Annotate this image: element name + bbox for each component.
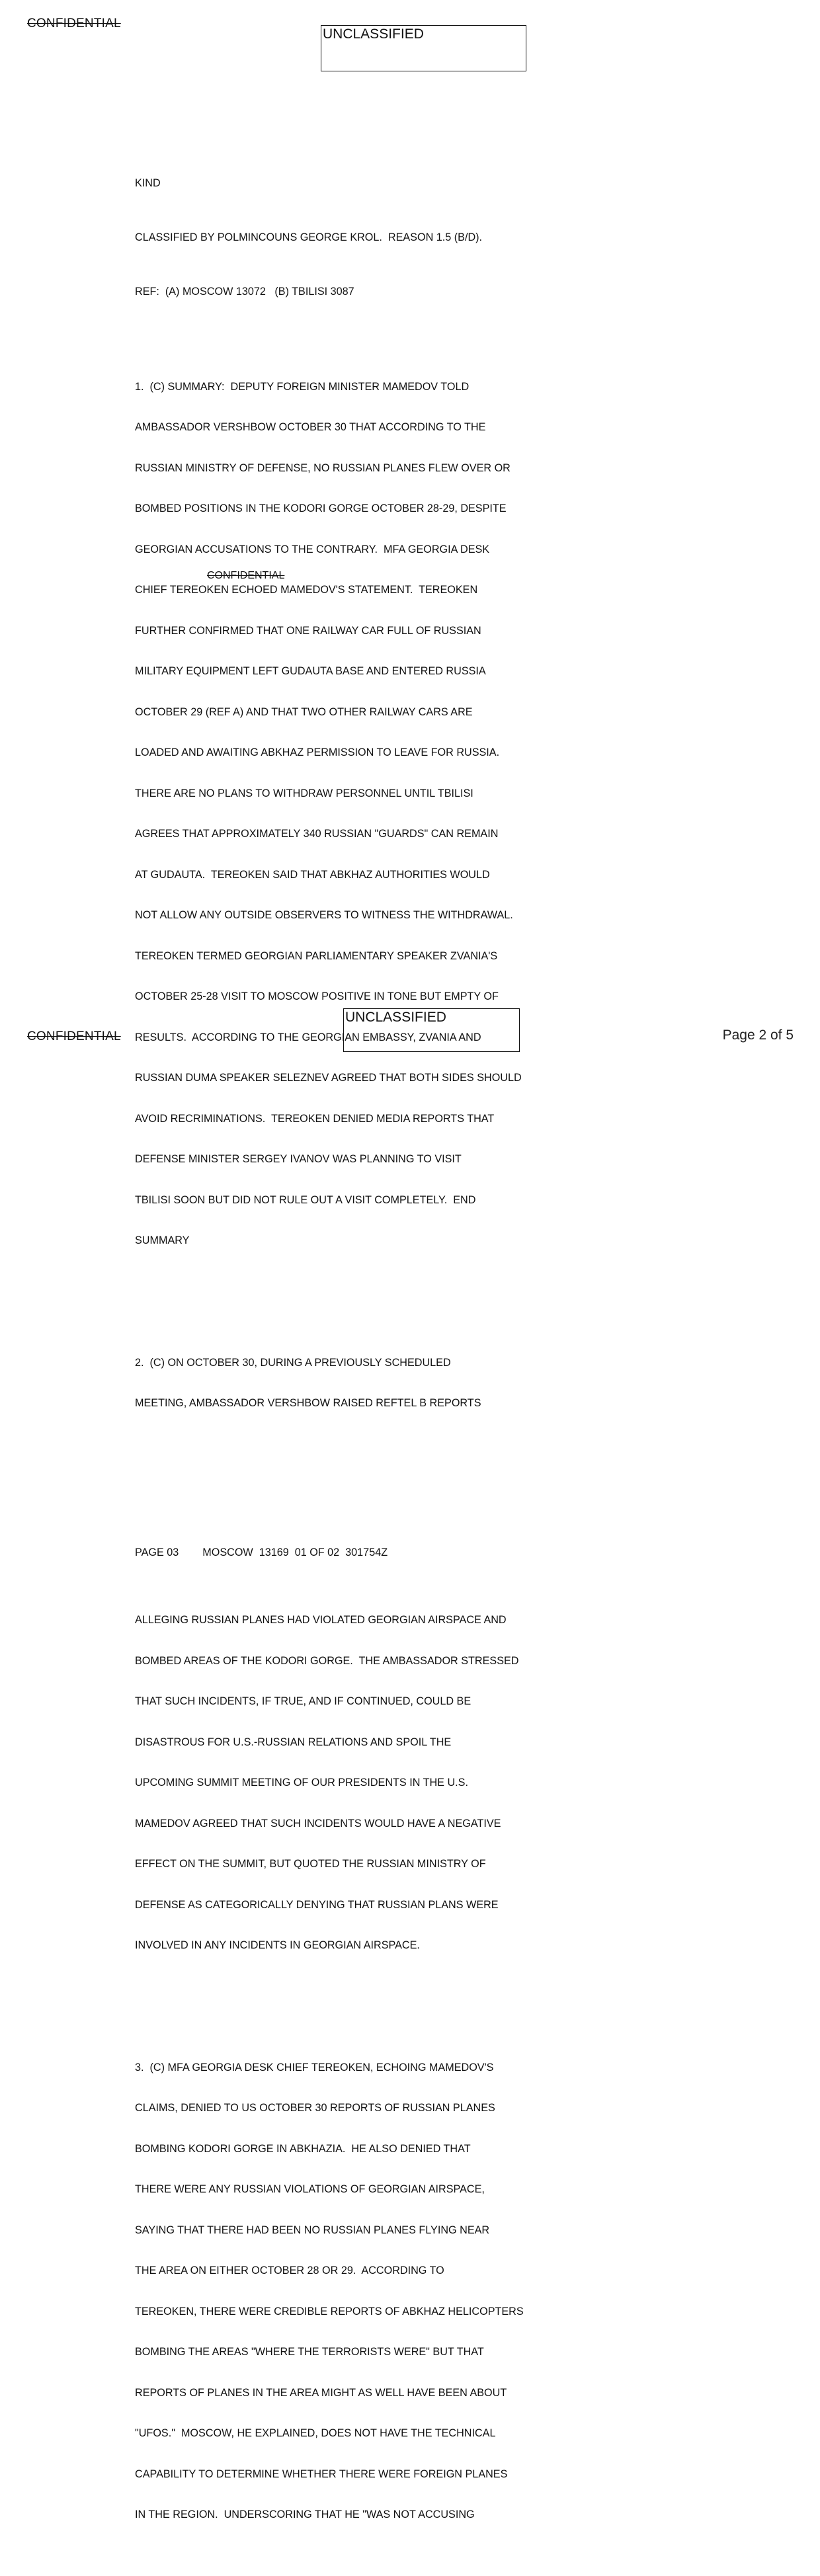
paragraph-3-line: SAYING THAT THERE HAD BEEN NO RUSSIAN PLANES FLYING NEAR bbox=[135, 2224, 490, 2236]
paragraph-1-line: SUMMARY bbox=[135, 1234, 190, 1246]
paragraph-2-line: THAT SUCH INCIDENTS, IF TRUE, AND IF CONTINUED, COULD BE bbox=[135, 1695, 472, 1707]
classification-box-top: UNCLASSIFIED bbox=[321, 25, 526, 71]
paragraph-1-line: MILITARY EQUIPMENT LEFT GUDAUTA BASE AND ENTERED RUSSIA bbox=[135, 665, 486, 677]
paragraph-2-line: ALLEGING RUSSIAN PLANES HAD VIOLATED GEORGIAN AIRSPACE AND bbox=[135, 1614, 507, 1626]
paragraph-3-line: THE AREA ON EITHER OCTOBER 28 OR 29. ACCORDING TO bbox=[135, 2265, 444, 2276]
classified-by-line: CLASSIFIED BY POLMINCOUNS GEORGE KROL. REASON 1.5 (B/D). bbox=[135, 231, 483, 243]
confidential-struck-top: CONFIDENTIAL bbox=[27, 17, 121, 30]
paragraph-1-line: RUSSIAN MINISTRY OF DEFENSE, NO RUSSIAN PLANES FLEW OVER OR bbox=[135, 462, 511, 474]
paragraph-1-line: TEREOKEN TERMED GEORGIAN PARLIAMENTARY SPEAKER ZVANIA'S bbox=[135, 949, 498, 962]
paragraph-3-line: BOMBING KODORI GORGE IN ABKHAZIA. HE ALSO DENIED THAT bbox=[135, 2142, 471, 2155]
classification-box-bottom: UNCLASSIFIED bbox=[343, 1008, 520, 1052]
paragraph-1-line: AVOID RECRIMINATIONS. TEREOKEN DENIED MEDIA REPORTS THAT bbox=[135, 1112, 495, 1125]
paragraph-1-line: TBILISI SOON BUT DID NOT RULE OUT A VISIT COMPLETELY. END bbox=[135, 1193, 476, 1206]
paragraph-1-line: AT GUDAUTA. TEREOKEN SAID THAT ABKHAZ AUTHORITIES WOULD bbox=[135, 868, 490, 881]
paragraph-3-line: CAPABILITY TO DETERMINE WHETHER THERE WERE FOREIGN PLANES bbox=[135, 2468, 508, 2480]
paragraph-2 bbox=[135, 1329, 611, 1437]
paragraph-3-line: "UFOS." MOSCOW, HE EXPLAINED, DOES NOT HAVE THE TECHNICAL bbox=[135, 2427, 496, 2439]
confidential-struck-bottom: CONFIDENTIAL bbox=[27, 1029, 121, 1043]
paragraph-2-line: EFFECT ON THE SUMMIT, BUT QUOTED THE RUSSIAN MINISTRY OF bbox=[135, 1858, 486, 1870]
paragraph-1-number: 1. (C) bbox=[135, 380, 165, 393]
paragraph-2-line: UPCOMING SUMMIT MEETING OF OUR PRESIDENTS IN THE U.S. bbox=[135, 1777, 468, 1789]
paragraph-1-line: BOMBED POSITIONS IN THE KODORI GORGE OCTOBER 28-29, DESPITE bbox=[135, 503, 507, 514]
paragraph-3 bbox=[135, 2034, 611, 2549]
paragraph-1-line: LOADED AND AWAITING ABKHAZ PERMISSION TO LEAVE FOR RUSSIA. bbox=[135, 746, 500, 758]
paragraph-3-line: TEREOKEN, THERE WERE CREDIBLE REPORTS OF ABKHAZ HELICOPTERS bbox=[135, 2305, 524, 2317]
page-break-gap bbox=[135, 1478, 611, 1505]
paragraph-2-number: 2. (C) bbox=[135, 1356, 165, 1369]
paragraph-1-line: NOT ALLOW ANY OUTSIDE OBSERVERS TO WITNESS THE WITHDRAWAL. bbox=[135, 909, 513, 921]
page-header-line: PAGE 03 MOSCOW 13169 01 OF 02 301754Z bbox=[135, 1546, 388, 1558]
paragraph-1-line: 1. (C) SUMMARY: DEPUTY FOREIGN MINISTER MAMEDOV TOLD bbox=[135, 380, 470, 393]
ref-line: REF: (A) MOSCOW 13072 (B) TBILISI 3087 bbox=[135, 286, 354, 298]
paragraph-3-line: IN THE REGION. UNDERSCORING THAT HE "WAS NOT ACCUSING bbox=[135, 2509, 475, 2520]
paragraph-1-line: FURTHER CONFIRMED THAT ONE RAILWAY CAR FULL OF RUSSIAN bbox=[135, 624, 481, 637]
paragraph-2-line: MEETING, AMBASSADOR VERSHBOW RAISED REFTEL B REPORTS bbox=[135, 1397, 481, 1409]
paragraph-2-line: BOMBED AREAS OF THE KODORI GORGE. THE AMBASSADOR STRESSED bbox=[135, 1654, 519, 1667]
paragraph-1-line: RUSSIAN DUMA SPEAKER SELEZNEV AGREED THAT BOTH SIDES SHOULD bbox=[135, 1072, 522, 1084]
paragraph-2-line: 2. (C) ON OCTOBER 30, DURING A PREVIOUSLY SCHEDULED bbox=[135, 1356, 451, 1369]
paragraph-3-line: THERE WERE ANY RUSSIAN VIOLATIONS OF GEORGIAN AIRSPACE, bbox=[135, 2183, 485, 2195]
paragraph-3-line: BOMBING THE AREAS "WHERE THE TERRORISTS WERE" BUT THAT bbox=[135, 2346, 484, 2358]
paragraph-3-line: REPORTS OF PLANES IN THE AREA MIGHT AS WELL HAVE BEEN ABOUT bbox=[135, 2386, 507, 2399]
paragraph-1-line: GEORGIAN ACCUSATIONS TO THE CONTRARY. MFA GEORGIA DESK bbox=[135, 543, 490, 555]
cable-body bbox=[135, 149, 611, 2576]
confidential-struck-mid: CONFIDENTIAL bbox=[207, 570, 285, 581]
paragraph-2-line: INVOLVED IN ANY INCIDENTS IN GEORGIAN AIRSPACE. bbox=[135, 1939, 420, 1951]
paragraph-2-continued bbox=[135, 1586, 611, 1980]
paragraph-1-line: DEFENSE MINISTER SERGEY IVANOV WAS PLANNING TO VISIT bbox=[135, 1153, 462, 1165]
paragraph-1 bbox=[135, 353, 611, 1275]
paragraph-3-line: 3. (C) MFA GEORGIA DESK CHIEF TEREOKEN, ECHOING MAMEDOV'S bbox=[135, 2061, 494, 2073]
paragraph-1-line: CHIEF TEREOKEN ECHOED MAMEDOV'S STATEMENT. TEREOKEN bbox=[135, 584, 478, 596]
kind-line: KIND bbox=[135, 177, 161, 189]
paragraph-1-line: AGREES THAT APPROXIMATELY 340 RUSSIAN "GUARDS" CAN REMAIN bbox=[135, 828, 499, 840]
paragraph-3-line: CLAIMS, DENIED TO US OCTOBER 30 REPORTS OF RUSSIAN PLANES bbox=[135, 2102, 495, 2114]
paragraph-2-line: DEFENSE AS CATEGORICALLY DENYING THAT RUSSIAN PLANS WERE bbox=[135, 1898, 499, 1911]
paragraph-3-number: 3. (C) bbox=[135, 2061, 165, 2073]
paragraph-2-line: MAMEDOV AGREED THAT SUCH INCIDENTS WOULD HAVE A NEGATIVE bbox=[135, 1817, 501, 1830]
paragraph-1-line: RESULTS. ACCORDING TO THE GEORGIAN EMBASSY, ZVANIA AND bbox=[135, 1031, 481, 1043]
paragraph-1-line: AMBASSADOR VERSHBOW OCTOBER 30 THAT ACCORDING TO THE bbox=[135, 421, 486, 433]
paragraph-1-line: THERE ARE NO PLANS TO WITHDRAW PERSONNEL UNTIL TBILISI bbox=[135, 787, 473, 799]
page-number: Page 2 of 5 bbox=[722, 1027, 794, 1043]
paragraph-1-line: OCTOBER 25-28 VISIT TO MOSCOW POSITIVE IN TONE BUT EMPTY OF bbox=[135, 990, 499, 1002]
paragraph-2-line: DISASTROUS FOR U.S.-RUSSIAN RELATIONS AND SPOIL THE bbox=[135, 1736, 452, 1748]
paragraph-1-line: OCTOBER 29 (REF A) AND THAT TWO OTHER RAILWAY CARS ARE bbox=[135, 705, 473, 718]
